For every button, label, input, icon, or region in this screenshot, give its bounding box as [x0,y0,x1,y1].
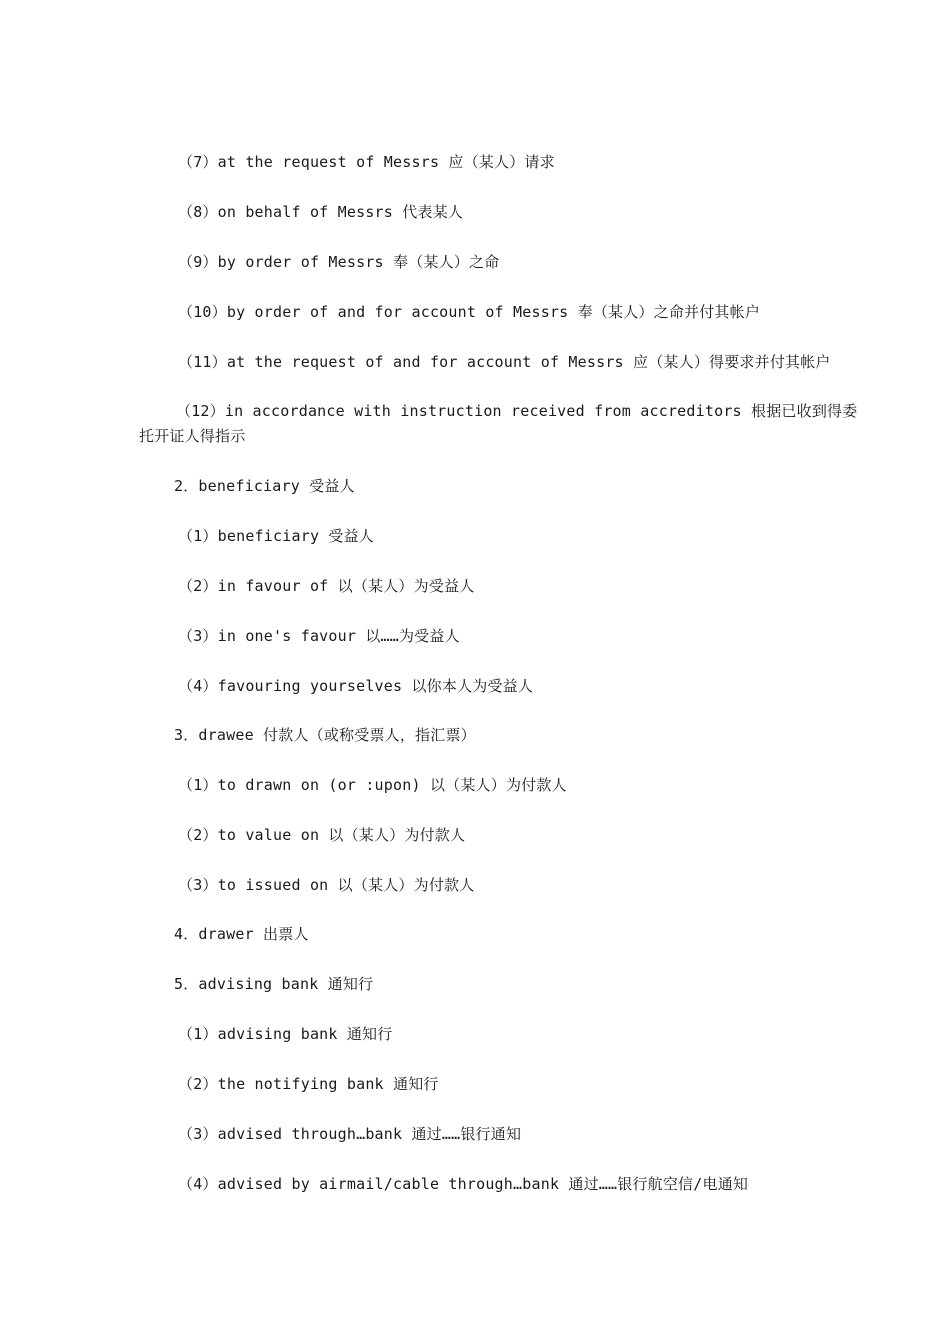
text-line-12-continued: 托开证人得指示 [139,427,246,445]
text-line-12: （12）in accordance with instruction received from accreditors 根据已收到得委 [176,402,858,420]
text-line-beneficiary-2: （2）in favour of 以（某人）为受益人 [178,577,475,595]
text-line-advising-1: （1）advising bank 通知行 [178,1025,393,1043]
text-line-advising-4: （4）advised by airmail/cable through…bank 通过……银行航空信/电通知 [178,1175,749,1193]
section-heading-drawee: 3．drawee 付款人（或称受票人，指汇票） [174,726,476,744]
text-line-drawee-3: （3）to issued on 以（某人）为付款人 [178,876,475,894]
section-heading-drawer: 4．drawer 出票人 [174,925,309,943]
text-line-beneficiary-3: （3）in one's favour 以……为受益人 [178,627,460,645]
text-line-drawee-1: （1）to drawn on (or :upon) 以（某人）为付款人 [178,776,567,794]
text-line-8: （8）on behalf of Messrs 代表某人 [178,203,464,221]
text-line-beneficiary-4: （4）favouring yourselves 以你本人为受益人 [178,677,534,695]
text-line-10: （10）by order of and for account of Messrs 奉（某人）之命并付其帐户 [178,303,761,321]
text-line-advising-2: （2）the notifying bank 通知行 [178,1075,439,1093]
text-line-drawee-2: （2）to value on 以（某人）为付款人 [178,826,466,844]
text-line-11: （11）at the request of and for account of Messrs 应（某人）得要求并付其帐户 [178,353,831,371]
text-line-beneficiary-1: （1）beneficiary 受益人 [178,527,375,545]
section-heading-beneficiary: 2．beneficiary 受益人 [174,477,355,495]
text-line-advising-3: （3）advised through…bank 通过……银行通知 [178,1125,522,1143]
section-heading-advising-bank: 5．advising bank 通知行 [174,975,374,993]
text-line-7: （7）at the request of Messrs 应（某人）请求 [178,153,555,171]
text-line-9: （9）by order of Messrs 奉（某人）之命 [178,253,500,271]
